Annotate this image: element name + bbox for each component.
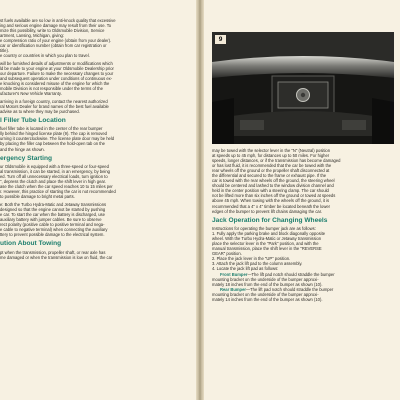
text-line: Instructions for operating the bumper jack are as follows: (212, 226, 316, 232)
text-line: e cable to negative terminal) when connecting the auxiliary (0, 227, 108, 233)
text-line: auxiliary battery with jumper cables. Be sure to observe (0, 217, 102, 223)
book-gutter (196, 0, 204, 400)
text-line: ttery to prevent possible damage to the electrical system. (0, 232, 105, 238)
text-line: ur Oldsmobile is equipped with a three-speed or four-speed (0, 164, 109, 170)
towing-section (0, 240, 186, 260)
step-line: 3. Attach the jack lift pad to the column assembly. (212, 261, 303, 267)
text-line: st fuels available are so low in anti-knock quality that excessive (0, 18, 116, 23)
step-line: 1. Fully apply the parking brake and block diagonally opposite (212, 231, 326, 237)
text-line: mounting bracket on the underside of the bumper approxi- (212, 291, 319, 297)
text-line: title). (0, 48, 9, 54)
text-line: mately 18 inches from the end of the bumper as shown (10). (212, 281, 323, 287)
text-line: e compression ratio of your engine (obtain from your dealer). (0, 38, 112, 44)
text-line: rect polarity (positive cable to positive terminal and nega- (0, 222, 105, 228)
text-line: ase the clutch when the car speed reaches 10 to 15 miles per (0, 184, 113, 190)
step-line: manual transmission, place the shift lever in the "REVERSE (212, 246, 322, 252)
text-line: al transmission, it can be started, in an emergency, by being (0, 169, 110, 175)
text-line: e car. To start the car when the battery is discharged, use (0, 212, 105, 217)
step-line: GEAR" position. (212, 251, 242, 257)
section-heading: l Filler Tube Location (0, 116, 66, 124)
intro-section (0, 18, 186, 114)
text-line: and subsequent operation under conditions of continuous ex- (0, 76, 113, 82)
filler-tube-section (0, 117, 186, 152)
text-line: e knocking is considered misuse of the engine for which the (0, 81, 110, 87)
figure-number: 9 (215, 35, 226, 44)
text-line: car or identification number (obtain from car registration or (0, 43, 107, 49)
section-heading: ergency Starting (0, 154, 53, 162)
left-column (0, 18, 186, 260)
figure-photo (212, 32, 394, 144)
rear-bumper-label: Rear Bumper (220, 286, 247, 292)
text-span: —The lift pad notch should straddle the bumper (246, 286, 334, 292)
text-line: pt when the transmission, propeller shaft, or rear axle has (0, 249, 106, 255)
emergency-starting-section (0, 155, 186, 238)
text-line: held in the center position with a steering clamp. The car should (212, 188, 329, 194)
text-line: not be lifted more than six inches off the ground or towed at speeds (212, 193, 336, 199)
text-line: advise as to where they may be purchased. (0, 108, 80, 114)
text-line: may be towed with the selector lever in the "N" (Neutral) position (212, 148, 331, 153)
right-column (212, 148, 394, 302)
text-line: mobile Division is not responsible under the terms of the (0, 86, 103, 92)
text-line: to possible damage to bright metal parts. (0, 194, 75, 200)
step-line: wheel. With the Turbo Hydra-Matic or Jetaway transmission (212, 236, 322, 242)
text-line: me damaged or when the transmission is low on fluid, the car (0, 254, 113, 260)
towing-continued (212, 148, 394, 214)
text-line: will be furnished details of adjustments or modifications which (0, 60, 113, 66)
text-line: rear wheels off the ground or the propeller shaft disconnected at (212, 168, 330, 174)
section-heading: ution About Towing (0, 240, 62, 248)
text-line: edges of the bumper to prevent lift chains damaging the car. (212, 208, 323, 214)
text-line: e country or countries in which you plan to travel. (0, 53, 90, 59)
step-line: place the selector lever in the "Park" position, and with the (212, 241, 319, 247)
text-line: mounting bracket on the underside of the bumper approxi- (212, 276, 319, 282)
text-line: or has lost fluid, it is recommended that the car be towed with the (212, 163, 332, 169)
text-line: car is towed with the rear wheels off the ground, the steering wheel (212, 178, 335, 184)
text-line: at speeds up to 45 mph, for distances up to 50 miles. For higher (212, 153, 330, 159)
step-line: 4. Locate the jack lift pad as follows: (212, 266, 279, 272)
section-heading: Jack Operation for Changing Wheels (212, 216, 328, 224)
text-line: the differential and secured to the frame or exhaust pipe. If the (212, 173, 327, 179)
text-line: should be centered and lashed to the window division channel and (212, 183, 334, 189)
text-line: lly behind the hinged license plate (9). The cap is removed (0, 131, 107, 137)
text-line: ing and serious engine damage may result from their use. To (0, 23, 112, 29)
text-line: ufacturer's New Vehicle Warranty. (0, 91, 62, 97)
step-line: 2. Place the jack lever in the "UP" position. (212, 256, 291, 262)
text-line: by placing the filler cap between the hold-open tab on the (0, 141, 105, 147)
text-line: e: Both the Turbo Hydra-Matic and Jetaway transmissions (0, 201, 107, 207)
text-line: recommended that a 4" x 4" timber be located beneath the lower (212, 203, 331, 209)
text-line: artment, Lansing, Michigan, giving: (0, 33, 64, 39)
jack-operation-section (212, 217, 394, 302)
text-line: ed. Turn off all unnecessary electrical loads, turn ignition to (0, 174, 108, 180)
text-line: designed so that the engine cannot be started by pushing (0, 206, 106, 212)
text-line: fuel filler tube is located in the center of the rear bumper (0, 126, 103, 132)
front-bumper-label: Front Bumper (220, 271, 248, 277)
rear-bumper-photo (212, 32, 394, 144)
text-line: r. However, this practice of starting the car is not recommended (0, 189, 116, 195)
text-line: speeds, longer distances, or if the transmission has become damaged (212, 158, 341, 164)
right-page (204, 0, 400, 400)
text-line: above 45 mph. When towing with the wheels off the ground, it is (212, 198, 330, 204)
text-span: —The lift pad notch should straddle the bumper (247, 271, 335, 277)
text-line: ral Motors Dealer for brand names of the best fuel available (0, 103, 109, 109)
text-line: arriving in a foreign country, contact the nearest authorized (0, 98, 108, 104)
text-line: ld be made to your engine at your Oldsmobile Dealership prior (0, 65, 114, 71)
text-line: ", depress the clutch and place the shift lever in high gear. (0, 179, 106, 185)
left-page (0, 0, 196, 400)
text-line: urning it counterclockwise. The license plate door may be held (0, 136, 115, 142)
text-line: mize this possibility, write to Oldsmobile Division, Service (0, 28, 105, 34)
text-line: our departure. Failure to make the necessary changes to your (0, 70, 114, 76)
text-line: and the hinge as shown. (0, 146, 45, 152)
text-line: mately 14 inches from the end of the bumper as shown (10). (212, 296, 323, 302)
